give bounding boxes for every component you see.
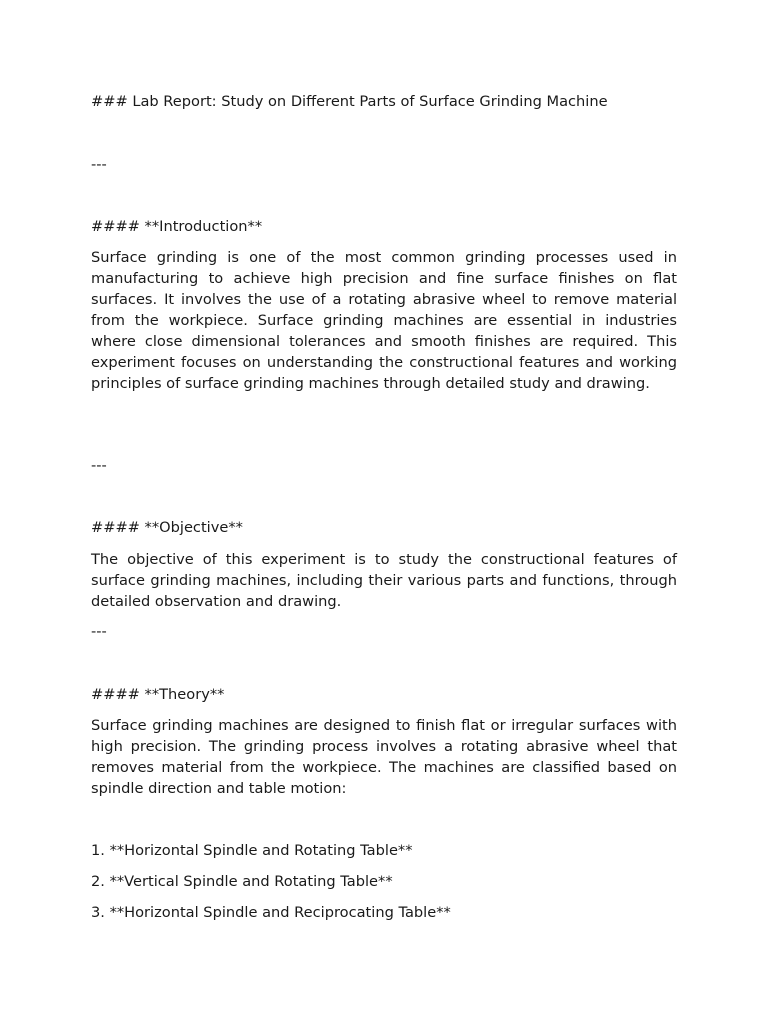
objective-body: The objective of this experiment is to study the constructional features of surface grinding machines, including their various parts and functions, through detailed observation and drawing. bbox=[91, 551, 677, 610]
list-item: 1. **Horizontal Spindle and Rotating Table** bbox=[91, 842, 413, 859]
theory-body: Surface grinding machines are designed to finish flat or irregular surfaces with high precision. The grinding process involves a rotating abrasive wheel that removes material from the workpiece. The machines are classified based on spindle direction and table motion: bbox=[91, 717, 677, 797]
separator-3: --- bbox=[91, 623, 107, 640]
introduction-body: Surface grinding is one of the most common grinding processes used in manufacturing to achieve high precision and fine surface finishes on flat surfaces. It involves the use of a rotating abrasive wheel to remove material from the workpiece. Surface grinding machines are essential in industries where close dimensional tolerances and smooth finishes are required. This experiment focuses on understanding the constructional features and working principles of surface grinding machines through detailed study and drawing. bbox=[91, 249, 677, 392]
separator-2: --- bbox=[91, 457, 107, 474]
separator-1: --- bbox=[91, 156, 107, 173]
list-item: 2. **Vertical Spindle and Rotating Table** bbox=[91, 873, 393, 890]
objective-heading: #### **Objective** bbox=[91, 519, 243, 536]
report-title: ### Lab Report: Study on Different Parts of Surface Grinding Machine bbox=[91, 93, 608, 110]
theory-heading: #### **Theory** bbox=[91, 686, 225, 703]
list-item: 3. **Horizontal Spindle and Reciprocating Table** bbox=[91, 904, 451, 921]
introduction-heading: #### **Introduction** bbox=[91, 218, 263, 235]
